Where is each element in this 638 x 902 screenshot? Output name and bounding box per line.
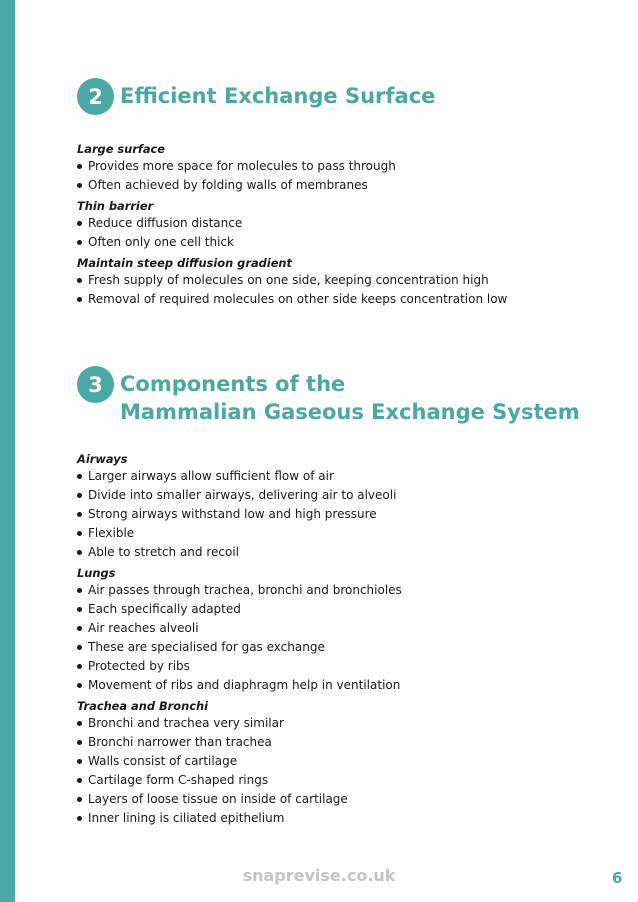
subheading-trachea-bronchi: Trachea and Bronchi <box>77 699 208 713</box>
subheading-thin-barrier: Thin barrier <box>77 199 154 213</box>
left-accent-bar <box>0 0 15 902</box>
list-item: Often only one cell thick <box>77 233 597 252</box>
section-2-content <box>77 141 597 309</box>
section-title <box>120 366 580 426</box>
list-item: Air reaches alveoli <box>77 619 597 638</box>
section-number-badge: 2 <box>77 78 114 115</box>
bullet-list <box>77 714 597 828</box>
list-item: Strong airways withstand low and high pressure <box>77 505 597 524</box>
list-item: Air passes through trachea, bronchi and bronchioles <box>77 581 597 600</box>
section-title-line-2: Mammalian Gaseous Exchange System <box>120 400 580 424</box>
list-item: Often achieved by folding walls of membranes <box>77 176 597 195</box>
section-title: Efficient Exchange Surface <box>120 84 436 108</box>
list-item: Able to stretch and recoil <box>77 543 597 562</box>
section-number-badge: 3 <box>77 366 114 403</box>
section-3-content <box>77 451 597 828</box>
subheading-lungs: Lungs <box>77 566 116 580</box>
list-item: These are specialised for gas exchange <box>77 638 597 657</box>
bullet-list <box>77 157 597 195</box>
list-item: Provides more space for molecules to pass through <box>77 157 597 176</box>
list-item: Cartilage form C-shaped rings <box>77 771 597 790</box>
subheading-large-surface: Large surface <box>77 142 166 156</box>
list-item: Protected by ribs <box>77 657 597 676</box>
list-item: Bronchi and trachea very similar <box>77 714 597 733</box>
list-item: Layers of loose tissue on inside of cartilage <box>77 790 597 809</box>
list-item: Flexible <box>77 524 597 543</box>
section-title-line-1: Components of the <box>120 372 346 396</box>
list-item: Removal of required molecules on other side keeps concentration low <box>77 290 597 309</box>
page-number: 6 <box>612 869 623 887</box>
bullet-list <box>77 581 597 695</box>
bullet-list <box>77 214 597 252</box>
bullet-list <box>77 271 597 309</box>
list-item: Reduce diffusion distance <box>77 214 597 233</box>
footer-website: snaprevise.co.uk <box>242 866 396 885</box>
subheading-airways: Airways <box>77 452 128 466</box>
list-item: Walls consist of cartilage <box>77 752 597 771</box>
section-2-header <box>77 78 435 115</box>
subheading-diffusion-gradient: Maintain steep diffusion gradient <box>77 256 292 270</box>
list-item: Divide into smaller airways, delivering air to alveoli <box>77 486 597 505</box>
list-item: Inner lining is ciliated epithelium <box>77 809 597 828</box>
list-item: Each specifically adapted <box>77 600 597 619</box>
list-item: Larger airways allow sufficient flow of air <box>77 467 597 486</box>
list-item: Fresh supply of molecules on one side, keeping concentration high <box>77 271 597 290</box>
list-item: Movement of ribs and diaphragm help in ventilation <box>77 676 597 695</box>
bullet-list <box>77 467 597 562</box>
section-3-header <box>77 366 580 426</box>
list-item: Bronchi narrower than trachea <box>77 733 597 752</box>
